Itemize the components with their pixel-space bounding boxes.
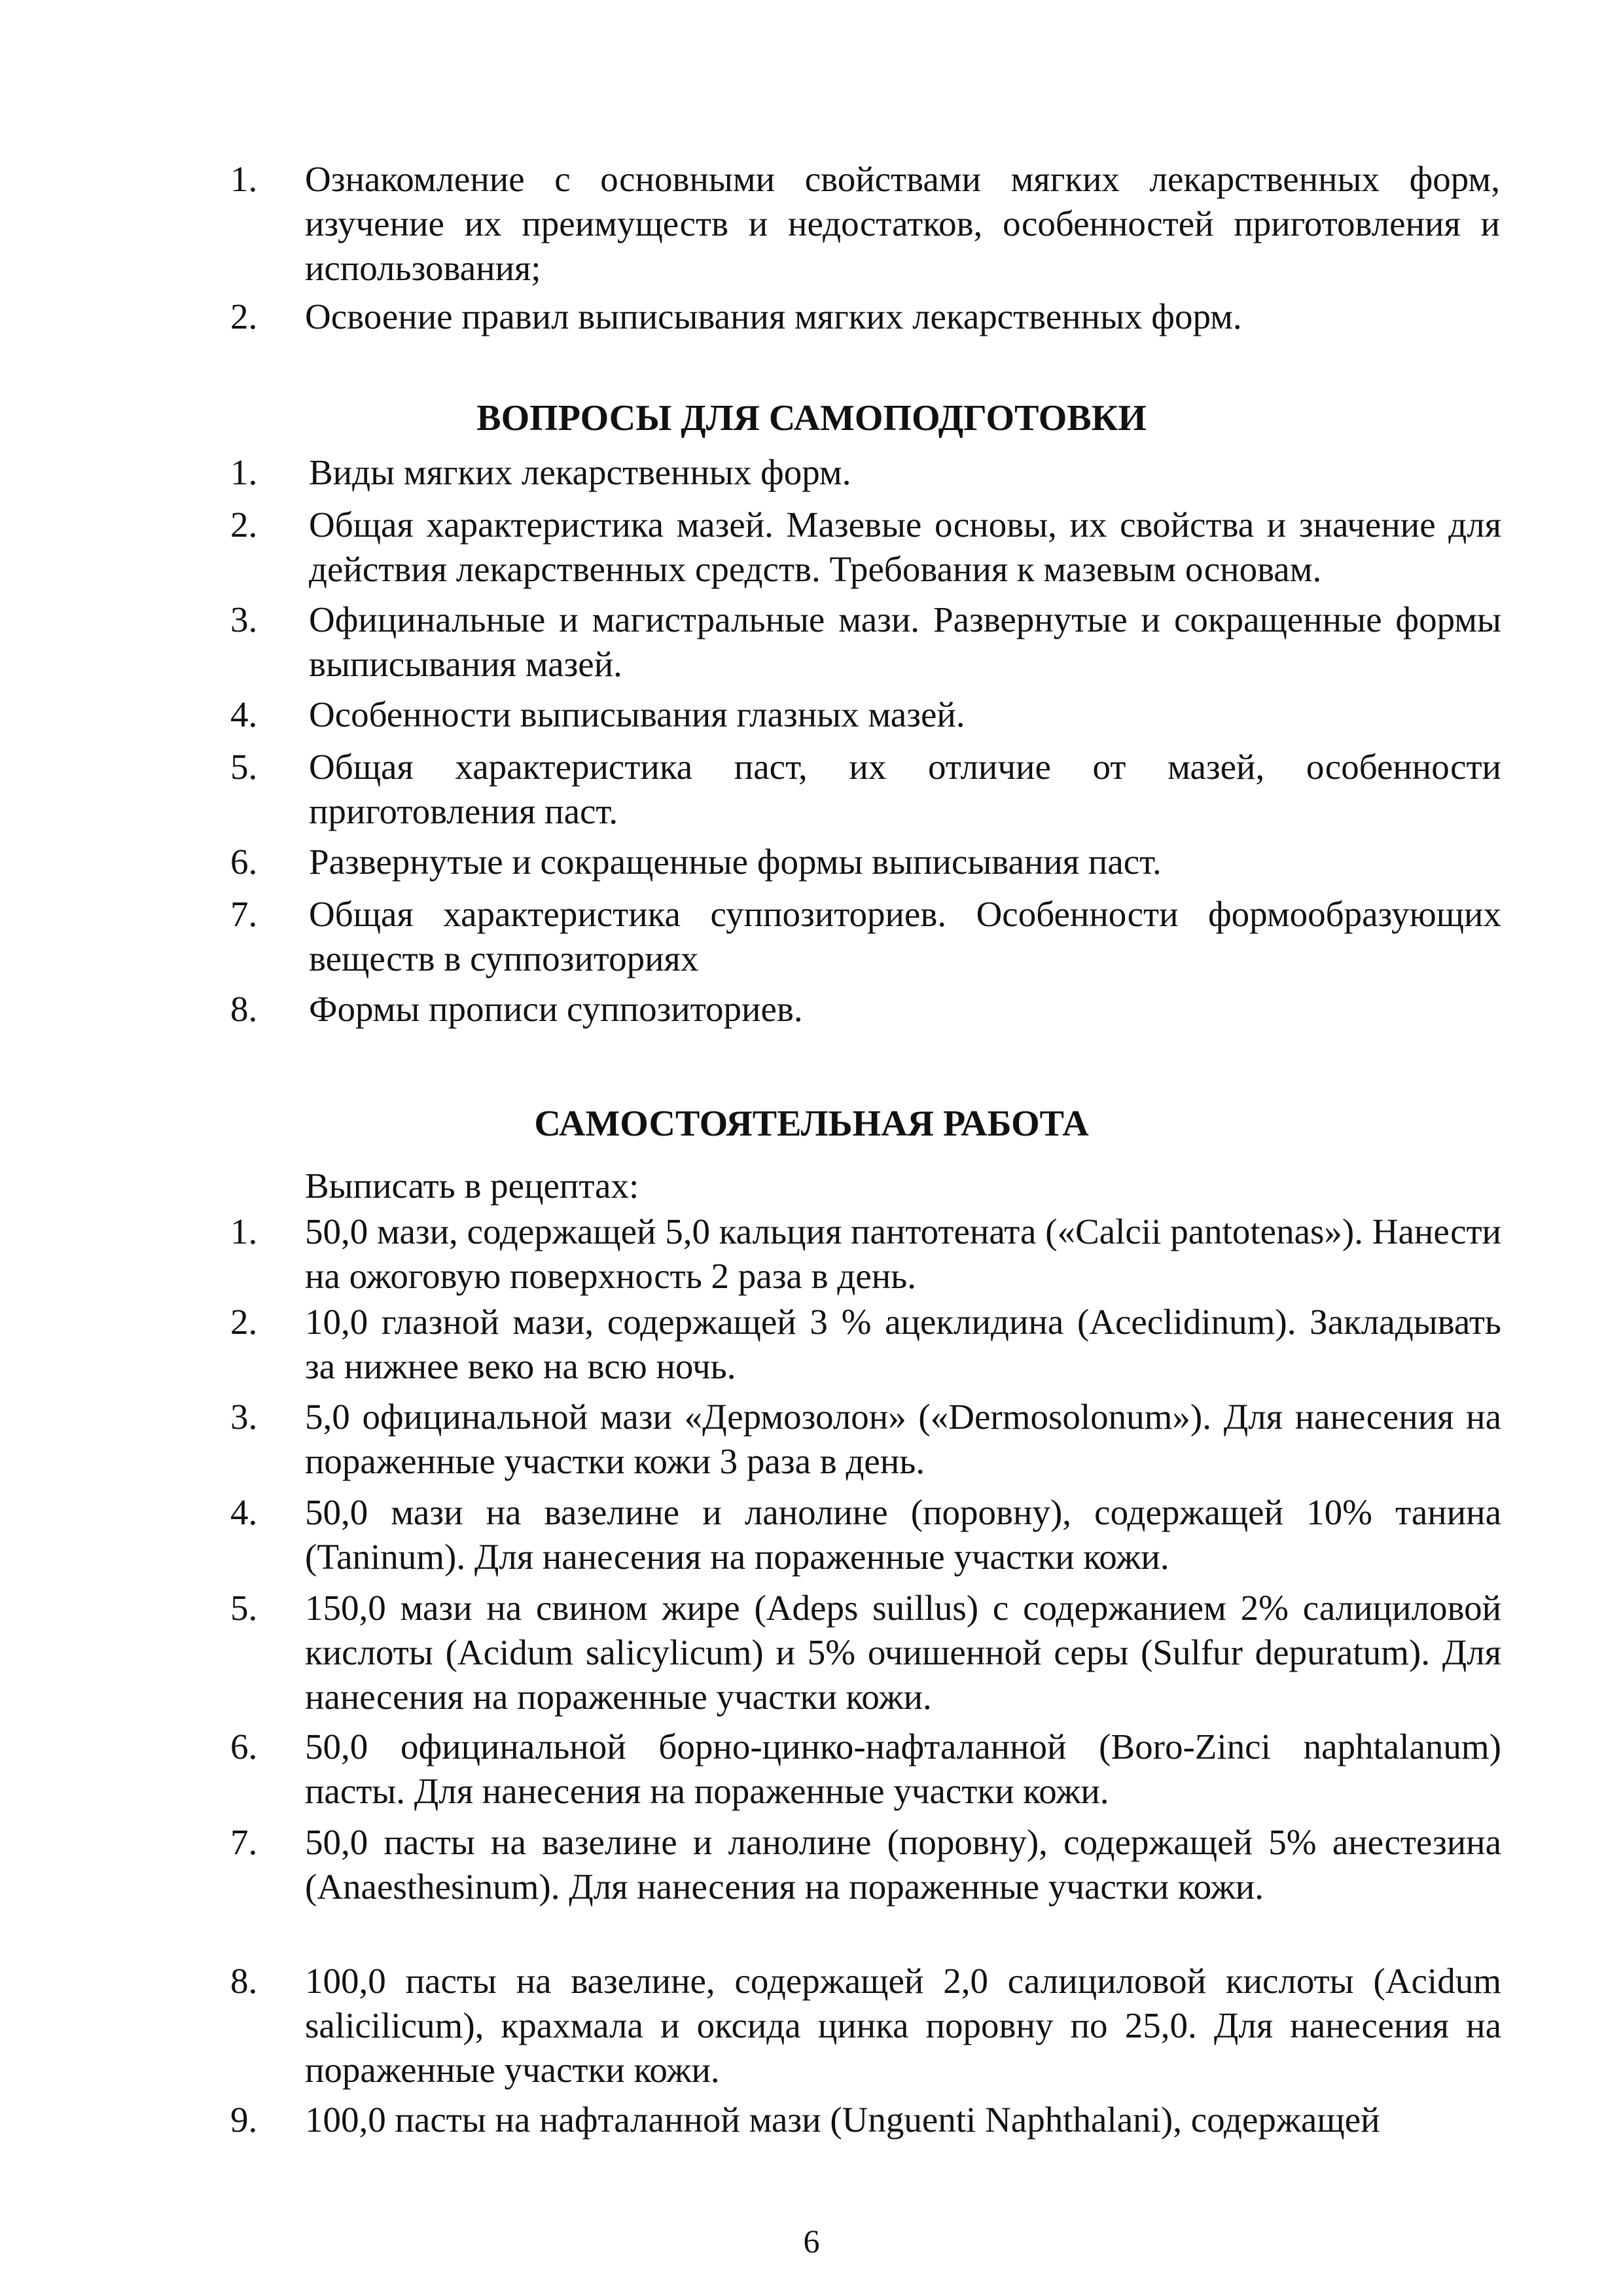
item-text: Общая характеристика паст, их отличие от мазей, особенности приготовления паст.	[309, 747, 1501, 831]
list-item	[230, 598, 1501, 692]
list-item	[230, 745, 1501, 840]
item-text: 100,0 пасты на нафталанной мази (Unguenti Naphthalani), содержащей	[305, 2100, 1380, 2140]
item-number: 6.	[230, 842, 258, 882]
list-item	[230, 1586, 1501, 1725]
list-item	[230, 1210, 1501, 1300]
section-heading-work: САМОСТОЯТЕЛЬНАЯ РАБОТА	[534, 1103, 1089, 1144]
list-item	[230, 1820, 1501, 1959]
item-number: 3.	[230, 600, 258, 639]
list-item	[230, 1300, 1501, 1395]
item-text: 5,0 официнальной мази «Дермозолон» («Dermosolonum»). Для нанесения на пораженные участки кожи 3 раза в день.	[305, 1397, 1501, 1481]
list-item	[230, 295, 1500, 339]
item-number: 1.	[230, 452, 258, 492]
item-number: 1.	[230, 159, 258, 199]
item-text: 50,0 мази на вазелине и ланолине (поровну), содержащей 10% танина (Taninum). Для нанесения на пораженные участки кожи.	[305, 1492, 1501, 1577]
item-text: 50,0 официнальной борно-цинко-нафталанной (Boro-Zinci naphtalanum) пасты. Для нанесения на пораженные участки кожи.	[305, 1727, 1501, 1811]
list-item	[230, 450, 1501, 503]
item-text: 100,0 пасты на вазелине, содержащей 2,0 салициловой кислоты (Acidum salicilicum), крахмала и оксида цинка поровну по 25,0. Для нанесения на пораженные участки кожи.	[305, 1961, 1501, 2090]
item-text: Освоение правил выписывания мягких лекарственных форм.	[305, 296, 1242, 336]
list-item	[230, 2098, 1501, 2150]
list-item	[230, 503, 1501, 598]
item-number: 6.	[230, 1727, 258, 1767]
work-intro: Выписать в рецептах:	[305, 1166, 639, 1206]
page-number: 6	[803, 2223, 820, 2259]
goals-list	[230, 157, 1500, 339]
item-number: 5.	[230, 747, 258, 787]
item-number: 1.	[230, 1211, 258, 1251]
item-text: Официнальные и магистральные мази. Развернутые и сокращенные формы выписывания мазей.	[309, 600, 1501, 684]
item-number: 2.	[230, 296, 258, 336]
questions-list	[230, 450, 1501, 1039]
item-text: Развернутые и сокращенные формы выписывания паст.	[309, 842, 1162, 882]
list-item	[230, 157, 1500, 295]
item-number: 8.	[230, 989, 258, 1029]
item-text: Виды мягких лекарственных форм.	[309, 452, 851, 492]
list-item	[230, 1725, 1501, 1820]
item-text: Ознакомление с основными свойствами мягких лекарственных форм, изучение их преимуществ и недостатков, особенностей приготовления и использования;	[305, 159, 1500, 288]
list-item	[230, 1959, 1501, 2098]
list-item	[230, 692, 1501, 745]
item-number: 3.	[230, 1397, 258, 1437]
item-text: Особенности выписывания глазных мазей.	[309, 694, 965, 734]
list-item	[230, 840, 1501, 892]
list-item	[230, 892, 1501, 987]
section-heading-questions: ВОПРОСЫ ДЛЯ САМОПОДГОТОВКИ	[476, 398, 1147, 439]
item-number: 7.	[230, 894, 258, 934]
item-number: 9.	[230, 2100, 258, 2140]
list-item	[230, 1395, 1501, 1490]
item-number: 4.	[230, 694, 258, 734]
item-number: 2.	[230, 1302, 258, 1342]
item-number: 7.	[230, 1822, 258, 1862]
item-text: 10,0 глазной мази, содержащей 3 % ацеклидина (Aceclidinum). Закладывать за нижнее веко на всю ночь.	[305, 1302, 1501, 1386]
item-text: Общая характеристика суппозиториев. Особенности формообразующих веществ в суппозиториях	[309, 894, 1501, 978]
item-text: 150,0 мази на свином жире (Adeps suillus) с содержанием 2% салициловой кислоты (Acidum salicylicum) и 5% очишенной серы (Sulfur depuratum). Для нанесения на пораженные участки кожи.	[305, 1588, 1501, 1717]
item-number: 2.	[230, 505, 258, 545]
item-number: 8.	[230, 1961, 258, 2001]
list-item	[230, 987, 1501, 1039]
item-number: 4.	[230, 1492, 258, 1532]
work-list	[230, 1210, 1501, 2150]
item-text: 50,0 мази, содержащей 5,0 кальция пантотената («Calcii pantotenas»). Нанести на ожоговую поверхность 2 раза в день.	[305, 1211, 1501, 1296]
list-item	[230, 1490, 1501, 1586]
item-text: 50,0 пасты на вазелине и ланолине (поровну), содержащей 5% анестезина (Anaesthesinum). Для нанесения на пораженные участки кожи.	[305, 1822, 1501, 1907]
item-number: 5.	[230, 1588, 258, 1628]
item-text: Общая характеристика мазей. Мазевые основы, их свойства и значение для действия лекарственных средств. Требования к мазевым основам.	[309, 505, 1501, 589]
item-text: Формы прописи суппозиториев.	[309, 989, 803, 1029]
